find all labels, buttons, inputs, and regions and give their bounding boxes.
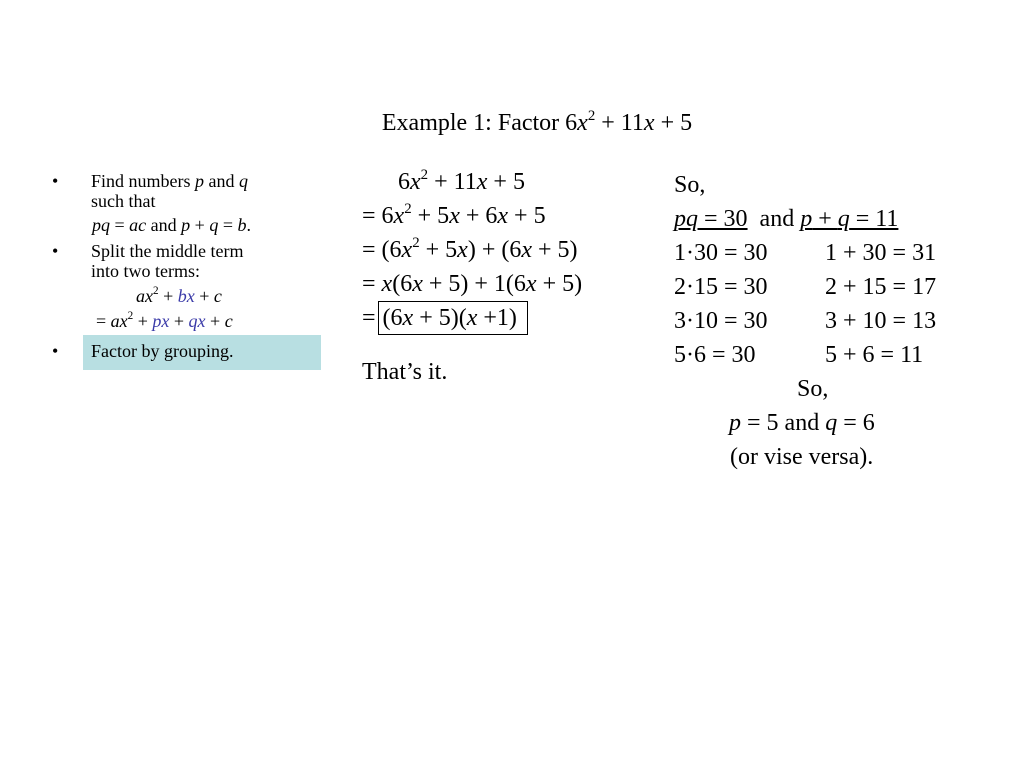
var: ax [136, 286, 153, 306]
text: +1) [477, 305, 517, 331]
text: + 5) [532, 237, 578, 263]
text: . [246, 215, 251, 235]
general-form-expression [91, 286, 317, 306]
var: c [224, 311, 233, 331]
text: = [362, 305, 382, 331]
title-text: + 11 [595, 110, 644, 136]
text: Find numbers [91, 171, 196, 191]
text: = [96, 311, 111, 331]
final-answer-box [378, 301, 528, 335]
text: + 5) + 1(6 [422, 271, 526, 297]
condition-expression [91, 215, 317, 235]
condition-line [674, 202, 936, 236]
text: ) + (6 [467, 237, 522, 263]
so-label: So, [797, 376, 829, 402]
exponent: 2 [404, 200, 412, 217]
text: = [110, 215, 130, 235]
text: + 5 [419, 237, 458, 263]
text: and [146, 215, 182, 235]
highlighted-step [83, 335, 321, 370]
sum-condition [800, 206, 898, 232]
step-factor-common [362, 267, 582, 301]
factor-pair-row [674, 236, 936, 270]
bullet-text: Split the middle term [91, 241, 244, 261]
product-cell: 2·15 = 30 [674, 274, 768, 300]
factor-search [674, 168, 936, 474]
product-cell: 1·30 = 30 [674, 240, 768, 266]
so-label: So, [674, 172, 706, 198]
var: pq [92, 215, 110, 235]
text: + [169, 311, 189, 331]
text: (6 [382, 305, 403, 331]
closing-remark: That’s it. [362, 359, 448, 385]
text: = [362, 271, 382, 297]
text: + 11 [428, 169, 477, 195]
bullet-item-split-middle [52, 241, 317, 331]
text: = [218, 215, 238, 235]
title-text: + 5 [654, 110, 693, 136]
bullet-dot: • [52, 341, 59, 361]
text: = 11 [849, 206, 899, 232]
bullet-dot: • [52, 241, 59, 261]
product-cell: 3·10 = 30 [674, 308, 768, 334]
var: x [521, 237, 533, 263]
var: b [237, 215, 247, 235]
exponent: 2 [153, 284, 159, 297]
var: p [181, 215, 191, 235]
text: = (6 [362, 237, 402, 263]
slide-title [0, 107, 1024, 137]
bullet-text: into two terms: [91, 261, 200, 281]
text: and [747, 206, 801, 232]
product-cell: 5·6 = 30 [674, 342, 756, 368]
bullet-dot: • [52, 171, 59, 191]
factor-pair-row [674, 304, 936, 338]
text: (6 [392, 271, 413, 297]
factor-pair-row [674, 270, 936, 304]
note-text: (or vise versa). [730, 444, 874, 470]
text: + [158, 286, 178, 306]
step-group [362, 233, 582, 267]
text: + [812, 206, 838, 232]
var: c [213, 286, 222, 306]
derivation-steps [362, 165, 582, 389]
var: x [457, 237, 468, 263]
bullet-text: Factor by grouping. [91, 341, 234, 361]
text: + 5)( [413, 305, 467, 331]
var: ac [129, 215, 147, 235]
exponent: 2 [420, 166, 429, 183]
text: + [194, 286, 214, 306]
text: 6 [398, 169, 410, 195]
text: and [204, 171, 240, 191]
var-bx: bx [177, 286, 195, 306]
result-line [674, 406, 936, 440]
var: x [381, 271, 393, 297]
text: + 5) [536, 271, 583, 297]
sum-cell: 3 + 10 = 13 [825, 308, 937, 334]
split-form-expression [91, 311, 317, 331]
sum-cell: 2 + 15 = 17 [825, 274, 937, 300]
var: p [729, 410, 741, 436]
sum-cell: 1 + 30 = 31 [825, 240, 937, 266]
bullet-text: such that [91, 191, 156, 211]
text: = 5 and [741, 410, 826, 436]
bullet-text [91, 171, 317, 191]
var: p [800, 206, 813, 232]
text: = 6 [837, 410, 875, 436]
bullet-list [52, 171, 317, 370]
var: q [825, 410, 838, 436]
var-q: q [239, 171, 249, 191]
var: q [209, 215, 219, 235]
var: x [393, 203, 405, 229]
factor-pair-row [674, 338, 936, 372]
text: + 5 [411, 203, 450, 229]
exponent: 2 [127, 309, 134, 322]
text: = 6 [362, 203, 394, 229]
title-var: x [577, 110, 588, 136]
var: q [837, 206, 850, 232]
var: x [410, 169, 421, 195]
text: + 5 [508, 203, 546, 229]
bullet-item-find-numbers [52, 171, 317, 235]
var: x [466, 305, 478, 331]
title-text: Example 1: Factor 6 [381, 110, 578, 136]
text: + [205, 311, 225, 331]
var: x [402, 305, 414, 331]
text: + 6 [459, 203, 498, 229]
pq-condition: pq = 30 [674, 206, 748, 232]
var: x [476, 169, 488, 195]
sum-cell: 5 + 6 = 11 [825, 342, 924, 368]
var: x [412, 271, 423, 297]
step-original [362, 165, 582, 199]
var: ax [110, 311, 128, 331]
factor-pairs-table [674, 236, 936, 372]
title-var: x [643, 110, 655, 136]
text: + [190, 215, 210, 235]
var: x [497, 203, 509, 229]
text: + 5 [487, 169, 525, 195]
exponent: 2 [412, 234, 420, 251]
var-p: p [195, 171, 205, 191]
text: + [133, 311, 153, 331]
step-split [362, 199, 582, 233]
var: x [449, 203, 460, 229]
bullet-item-factor-grouping [52, 335, 317, 370]
step-final [362, 301, 582, 335]
title-exponent: 2 [587, 107, 596, 124]
var-px: px [152, 311, 170, 331]
var-qx: qx [188, 311, 206, 331]
var: x [525, 271, 537, 297]
var: x [401, 237, 413, 263]
